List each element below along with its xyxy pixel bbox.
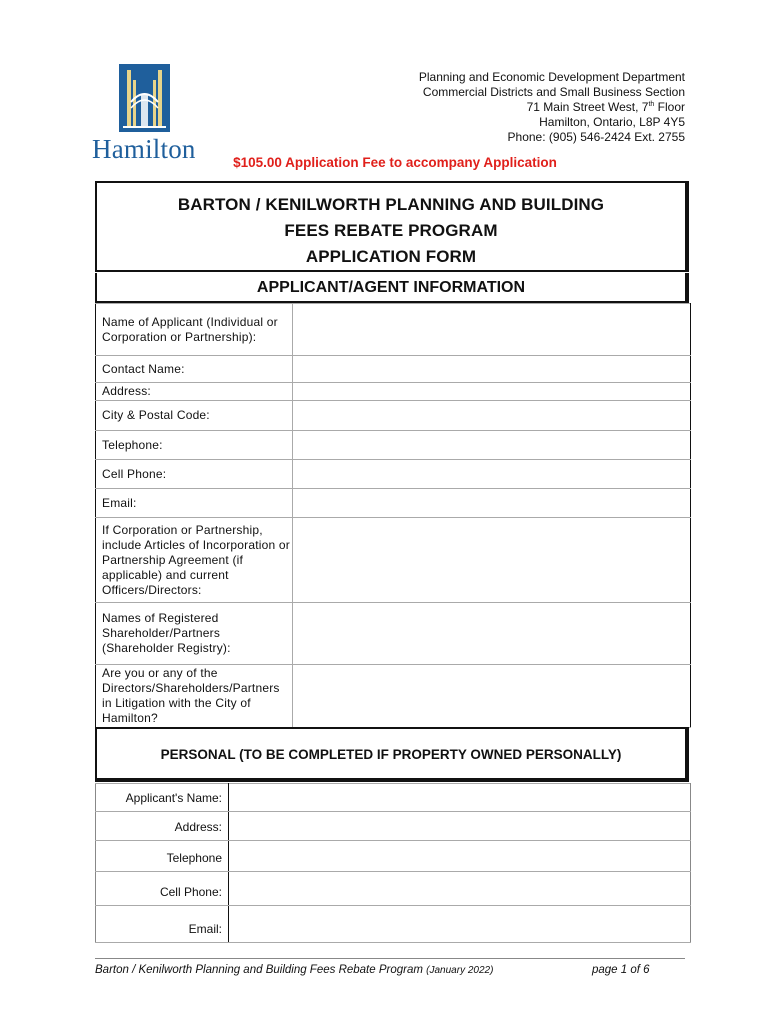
table-row — [96, 489, 691, 518]
hamilton-logo-icon — [119, 64, 170, 132]
footer-divider — [95, 958, 685, 959]
table-row — [96, 841, 691, 872]
email-field[interactable] — [293, 489, 691, 518]
table-row — [96, 665, 691, 728]
litigation-field[interactable] — [293, 665, 691, 728]
form-title-line-3: APPLICATION FORM — [305, 247, 477, 266]
table-row — [96, 431, 691, 460]
table-row — [96, 812, 691, 841]
page-number: page 1 of 6 — [592, 964, 650, 976]
address-field[interactable] — [293, 383, 691, 401]
cell-phone-label: Cell Phone: — [96, 460, 293, 489]
city-postal-label: City & Postal Code: — [96, 401, 293, 431]
city-postal-field[interactable] — [293, 401, 691, 431]
section-name: Commercial Districts and Small Business Section — [422, 85, 685, 99]
personal-info-table — [95, 783, 691, 943]
email-label: Email: — [96, 489, 293, 518]
telephone-label: Telephone: — [96, 431, 293, 460]
address-label: Address: — [96, 383, 293, 401]
table-row — [96, 906, 691, 943]
table-row — [96, 383, 691, 401]
table-row — [96, 518, 691, 603]
fee-notice: $105.00 Application Fee to accompany Application — [233, 155, 557, 170]
applicant-info-table — [95, 303, 691, 728]
city-postal: Hamilton, Ontario, L8P 4Y5 — [539, 115, 685, 129]
personal-section-heading: PERSONAL (TO BE COMPLETED IF PROPERTY OWNED PERSONALLY) — [95, 727, 689, 782]
hamilton-logo — [90, 64, 202, 168]
personal-name-label: Applicant's Name: — [96, 784, 229, 812]
table-row — [96, 784, 691, 812]
corporation-docs-field[interactable] — [293, 518, 691, 603]
personal-name-field[interactable] — [229, 784, 691, 812]
personal-telephone-field[interactable] — [229, 841, 691, 872]
table-row — [96, 872, 691, 906]
footer-title: Barton / Kenilworth Planning and Building Fees Rebate Program (January 2022) — [95, 964, 494, 976]
department-name: Planning and Economic Development Department — [418, 70, 685, 84]
applicant-name-field[interactable] — [293, 304, 691, 356]
department-address — [419, 70, 685, 145]
personal-cell-label: Cell Phone: — [96, 872, 229, 906]
telephone-field[interactable] — [293, 431, 691, 460]
table-row — [96, 460, 691, 489]
logo-wordmark: Hamilton — [92, 134, 196, 164]
form-title-box — [95, 181, 689, 272]
personal-address-field[interactable] — [229, 812, 691, 841]
corporation-docs-label: If Corporation or Partnership, include Articles of Incorporation or Partnership Agreement (if applicable) and current Officers/Directors: — [96, 518, 293, 603]
table-row — [96, 304, 691, 356]
personal-address-label: Address: — [96, 812, 229, 841]
form-title-line-1: BARTON / KENILWORTH PLANNING AND BUILDING — [177, 195, 605, 214]
personal-email-label: Email: — [96, 906, 229, 943]
street-address: 71 Main Street West, 7th Floor — [526, 100, 685, 114]
contact-name-field[interactable] — [293, 356, 691, 383]
table-row — [96, 356, 691, 383]
contact-name-label: Contact Name: — [96, 356, 293, 383]
table-row — [96, 401, 691, 431]
shareholders-label: Names of Registered Shareholder/Partners (Shareholder Registry): — [96, 603, 293, 665]
table-row — [96, 603, 691, 665]
personal-cell-field[interactable] — [229, 872, 691, 906]
applicant-section-heading: APPLICANT/AGENT INFORMATION — [95, 273, 689, 303]
phone-number: Phone: (905) 546-2424 Ext. 2755 — [507, 130, 685, 144]
footer-date: (January 2022) — [426, 965, 494, 976]
personal-email-field[interactable] — [229, 906, 691, 943]
cell-phone-field[interactable] — [293, 460, 691, 489]
applicant-name-label: Name of Applicant (Individual or Corporation or Partnership): — [96, 304, 293, 356]
shareholders-field[interactable] — [293, 603, 691, 665]
personal-telephone-label: Telephone — [96, 841, 229, 872]
litigation-label: Are you or any of the Directors/Shareholders/Partners in Litigation with the City of Hamilton? — [96, 665, 293, 728]
form-title-line-2: FEES REBATE PROGRAM — [284, 221, 498, 240]
